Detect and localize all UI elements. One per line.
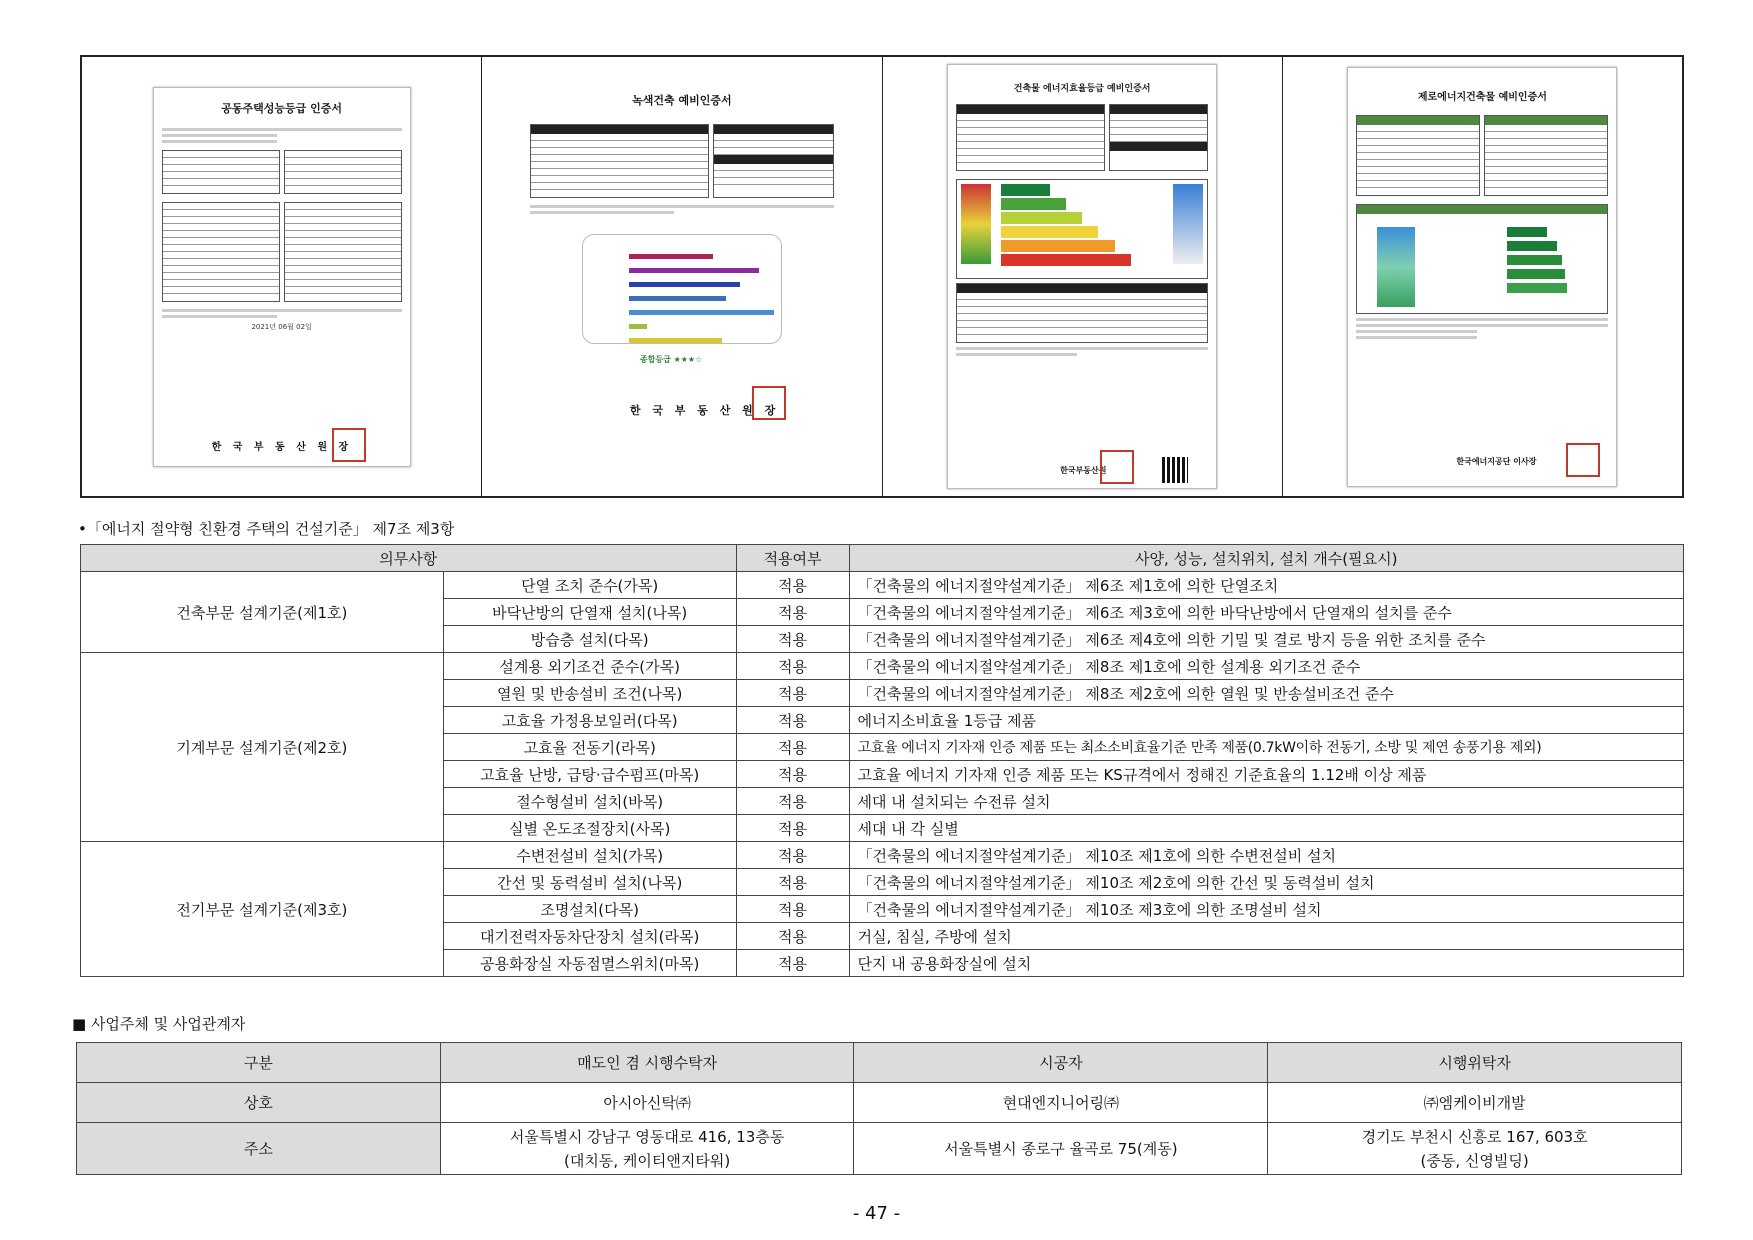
certificate-green-cell [482, 57, 882, 496]
certificate-performance-cell [82, 57, 482, 496]
address-cell [440, 1123, 854, 1175]
certificate-energy-cell [883, 57, 1283, 496]
certificate-issuer: 한국부동산원 [1060, 466, 1107, 475]
spec-cell: 에너지소비효율 1등급 제품 [849, 707, 1683, 734]
header-contractor: 시공자 [854, 1043, 1268, 1083]
address-line: 경기도 부천시 신흥로 167, 603호 [1361, 1127, 1588, 1146]
apply-cell: 적용 [736, 626, 849, 653]
green-grade: 종합등급 ★★★☆ [639, 355, 703, 364]
apply-cell: 적용 [736, 707, 849, 734]
spec-cell: 고효율 에너지 기자재 인증 제품 또는 KS규격에서 정해진 기준효율의 1.12배 이상 제품 [849, 761, 1683, 788]
spec-cell: 「건축물의 에너지절약설계기준」 제8조 제1호에 의한 설계용 외기조건 준수 [849, 653, 1683, 680]
qr-code-icon [1162, 457, 1188, 483]
item-cell: 단열 조치 준수(가목) [443, 572, 736, 599]
item-cell: 수변전설비 설치(가목) [443, 842, 736, 869]
spec-cell: 「건축물의 에너지절약설계기준」 제6조 제3호에 의한 바닥난방에서 단열재의 설치를 준수 [849, 599, 1683, 626]
official-seal-icon [1566, 443, 1600, 477]
group-name: 건축부문 설계기준(제1호) [81, 572, 444, 653]
official-seal-icon [332, 428, 366, 462]
item-cell: 공용화장실 자동점멸스위치(마목) [443, 950, 736, 977]
apply-cell: 적용 [736, 950, 849, 977]
header-seller: 매도인 겸 시행수탁자 [440, 1043, 854, 1083]
apply-cell: 적용 [736, 653, 849, 680]
apply-cell: 적용 [736, 815, 849, 842]
company-cell: 아시아신탁㈜ [440, 1083, 854, 1123]
company-cell: ㈜엠케이비개발 [1268, 1083, 1682, 1123]
spec-cell: 「건축물의 에너지절약설계기준」 제10조 제3호에 의한 조명설비 설치 [849, 896, 1683, 923]
certificate-title: 제로에너지건축물 예비인증서 [1417, 91, 1547, 103]
group-name: 전기부문 설계기준(제3호) [81, 842, 444, 977]
apply-cell: 적용 [736, 734, 849, 761]
table-row [81, 842, 1684, 869]
certificate-zero-energy-cell [1283, 57, 1682, 496]
certificate-issuer: 한국에너지공단 이사장 [1456, 456, 1537, 466]
certificate-title: 녹색건축 예비인증서 [632, 94, 732, 107]
header-category: 구분 [77, 1043, 441, 1083]
company-cell: 현대엔지니어링㈜ [854, 1083, 1268, 1123]
spec-cell: 거실, 침실, 주방에 설치 [849, 923, 1683, 950]
certificate-green [522, 64, 842, 489]
table-row [81, 653, 1684, 680]
address-line: 서울특별시 강남구 영동대로 416, 13층동 [509, 1127, 785, 1146]
certificate-strip [80, 55, 1684, 498]
item-cell: 열원 및 반송설비 조건(나목) [443, 680, 736, 707]
item-cell: 설계용 외기조건 준수(가목) [443, 653, 736, 680]
obligations-table [80, 544, 1684, 977]
certificate-energy [947, 64, 1217, 489]
spec-cell: 「건축물의 에너지절약설계기준」 제6조 제1호에 의한 단열조치 [849, 572, 1683, 599]
certificate-date: 2021년 06월 02일 [251, 322, 312, 331]
spec-cell: 「건축물의 에너지절약설계기준」 제10조 제1호에 의한 수변전설비 설치 [849, 842, 1683, 869]
item-cell: 조명설치(다목) [443, 896, 736, 923]
apply-cell: 적용 [736, 680, 849, 707]
apply-cell: 적용 [736, 842, 849, 869]
table-row [81, 572, 1684, 599]
spec-cell: 「건축물의 에너지절약설계기준」 제6조 제4호에 의한 기밀 및 결로 방지 등을 위한 조치를 준수 [849, 626, 1683, 653]
header-spec: 사양, 성능, 설치위치, 설치 개수(필요시) [849, 545, 1683, 572]
address-cell [1268, 1123, 1682, 1175]
energy-grade-scale [956, 179, 1208, 279]
official-seal-icon [752, 386, 786, 420]
header-developer: 시행위탁자 [1268, 1043, 1682, 1083]
spec-cell: 세대 내 설치되는 수전류 설치 [849, 788, 1683, 815]
item-cell: 실별 온도조절장치(사목) [443, 815, 736, 842]
address-line: (중동, 신영빌딩) [1420, 1151, 1529, 1170]
item-cell: 고효율 가정용보일러(다목) [443, 707, 736, 734]
item-cell: 고효율 난방, 급탕·급수펌프(마목) [443, 761, 736, 788]
address-cell: 서울특별시 종로구 율곡로 75(계동) [854, 1123, 1268, 1175]
address-line: (대치동, 케이티앤지타워) [564, 1151, 731, 1170]
item-cell: 간선 및 동력설비 설치(나목) [443, 869, 736, 896]
row-label: 주소 [77, 1123, 441, 1175]
spec-cell: 고효율 에너지 기자재 인증 제품 또는 최소소비효율기준 만족 제품(0.7kW이하 전동기, 소방 및 제연 송풍기용 제외) [849, 734, 1683, 761]
certificate-performance [153, 87, 411, 467]
group-name: 기계부문 설계기준(제2호) [81, 653, 444, 842]
certificate-issuer: 한 국 부 동 산 원 장 [629, 404, 780, 417]
certificate-issuer: 한 국 부 동 산 원 장 [211, 441, 353, 453]
header-apply: 적용여부 [736, 545, 849, 572]
apply-cell: 적용 [736, 869, 849, 896]
apply-cell: 적용 [736, 923, 849, 950]
item-cell: 고효율 전동기(라목) [443, 734, 736, 761]
apply-cell: 적용 [736, 788, 849, 815]
page-number: - 47 - [852, 1203, 901, 1224]
header-obligation: 의무사항 [81, 545, 737, 572]
spec-cell: 「건축물의 에너지절약설계기준」 제10조 제2호에 의한 간선 및 동력설비 설치 [849, 869, 1683, 896]
row-label: 상호 [77, 1083, 441, 1123]
certificate-title: 건축물 에너지효율등급 예비인증서 [1013, 84, 1151, 94]
item-cell: 바닥난방의 단열재 설치(나목) [443, 599, 736, 626]
spec-cell: 세대 내 각 실별 [849, 815, 1683, 842]
apply-cell: 적용 [736, 599, 849, 626]
spec-cell: 「건축물의 에너지절약설계기준」 제8조 제2호에 의한 열원 및 반송설비조건 준수 [849, 680, 1683, 707]
certificate-title: 공동주택성능등급 인증서 [221, 101, 342, 115]
apply-cell: 적용 [736, 896, 849, 923]
official-seal-icon [1100, 450, 1134, 484]
business-table [76, 1042, 1682, 1175]
spec-cell: 단지 내 공용화장실에 설치 [849, 950, 1683, 977]
table-row [77, 1083, 1682, 1123]
regulation-note: •「에너지 절약형 친환경 주택의 건설기준」 제7조 제3항 [78, 520, 455, 538]
item-cell: 대기전력자동차단장치 설치(라목) [443, 923, 736, 950]
apply-cell: 적용 [736, 572, 849, 599]
green-score-chart [582, 234, 782, 344]
item-cell: 방습층 설치(다목) [443, 626, 736, 653]
section-title: ■ 사업주체 및 사업관계자 [72, 1015, 246, 1033]
item-cell: 절수형설비 설치(바목) [443, 788, 736, 815]
zero-energy-chart [1356, 204, 1608, 314]
certificate-zero-energy [1347, 67, 1617, 487]
table-row [77, 1123, 1682, 1175]
apply-cell: 적용 [736, 761, 849, 788]
